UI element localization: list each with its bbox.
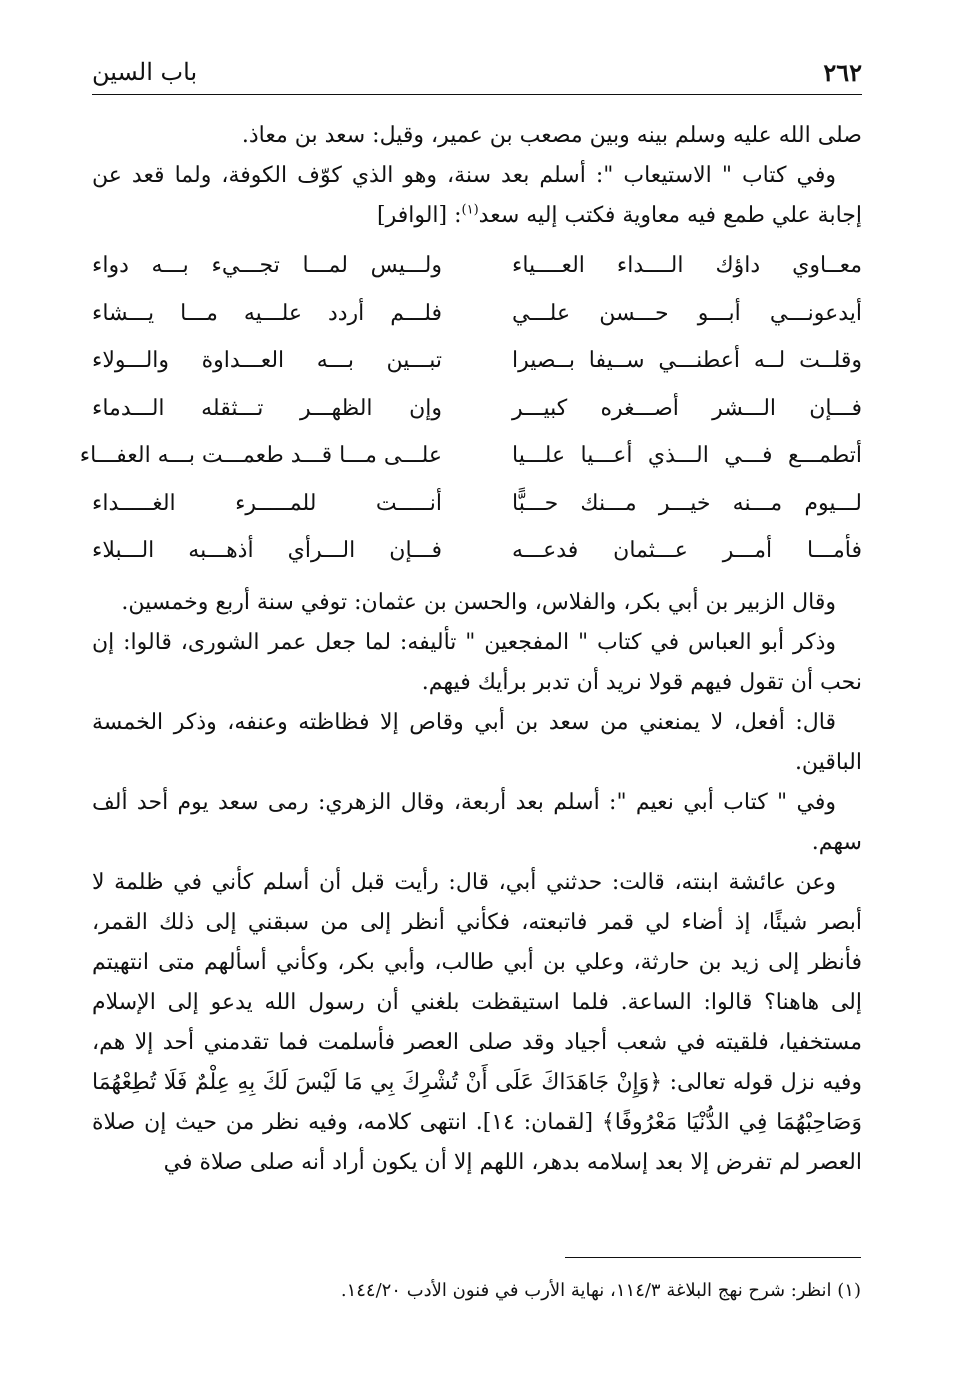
verse-first-hemistich: أتطمـــع فـــي الـــذي أعـــيا علـــيا bbox=[512, 443, 862, 468]
poem-verse bbox=[92, 242, 862, 290]
main-text bbox=[79, 116, 862, 1183]
page-header bbox=[92, 58, 862, 95]
poem-verse bbox=[79, 432, 862, 480]
verse-second-hemistich: وإن الظهـــر تـــثقله الـــدماء bbox=[92, 395, 442, 421]
poem-meter: : [الوافر] bbox=[377, 203, 462, 228]
page-number: ٢٦٢ bbox=[823, 58, 862, 87]
verse-second-hemistich: علـــى مـــا قـــد طعمـــت بـــه العفـــاء bbox=[79, 443, 442, 468]
paragraph-2-text: وفي كتاب " الاستيعاب ": أسلم بعد سنة، وهو الذي كوّف الكوفة، ولما قعد عن إجابة علي طمع فيه معاوية فكتب إليه سعد bbox=[92, 163, 862, 228]
footnote-divider bbox=[565, 1257, 861, 1258]
poem-verse bbox=[92, 480, 862, 528]
footnote: (١) انظر: شرح نهج البلاغة ١١٤/٣، نهاية الأرب في فنون الأدب ١٤٤/٢٠. bbox=[340, 1280, 861, 1301]
running-title: باب السين bbox=[92, 58, 198, 86]
verse-first-hemistich: أيدعونـــي أبـــو حـــسن علـــي bbox=[512, 300, 862, 326]
quran-verse: ﴿وَإِنْ جَاهَدَاكَ عَلَى أَنْ تُشْرِكَ بِي مَا لَيْسَ لَكَ بِهِ عِلْمٌ فَلَا تُطِعْهُمَا وَصَاحِبْهُمَا فِي الدُّنْيَا مَعْرُوفًا﴾ bbox=[92, 1069, 862, 1135]
verse-first-hemistich: معــاوي داؤك الــــداء العــــياء bbox=[512, 253, 862, 278]
paragraph-7-text: وعن عائشة ابنته، قالت: حدثني أبي، قال: رأيت قبل أن أسلم كأني في ظلمة لا أبصر شيئًا، إذ أضاء لي قمر فاتبعته، فكأني أنظر إلى من سبقني إلى ذلك القمر، فأنظر إلى زيد بن حارثة، وعلي بن أبي طالب، وأبي بكر، وكأني أسألهم متى انتهيتم إلى هاهنا؟ قالوا: الساعة. فلما استيقظت بلغني أن رسول الله يدعو إلى الإسلام مستخفيا، فلقيته في شعب أجياد وقد صلى العصر فأسلمت فما تقدمني أحد إلا هم، وفيه نزل قوله تعالى: bbox=[92, 869, 862, 1095]
paragraph-7 bbox=[92, 863, 862, 1183]
poem-verse bbox=[92, 337, 862, 385]
verse-first-hemistich: فأمـــا أمـــر عـــثمان فدعـــه bbox=[512, 538, 862, 563]
paragraph-3: وقال الزبير بن أبي بكر، والفلاس، والحسن بن عثمان: توفي سنة أربع وخمسين. bbox=[121, 589, 836, 615]
paragraph-4: وذكر أبو العباس في كتاب " المفجعين " تأليفه: لما جعل عمر الشورى، قالوا: إن نحب أن تقول فيهم قولا نريد أن تدبر برأيك فيهم. bbox=[92, 629, 862, 695]
poem-verse bbox=[92, 385, 862, 433]
verse-second-hemistich: تبـــين بـــه العـــداوة والـــولاء bbox=[92, 348, 442, 373]
paragraph-7-continuation: [لقمان: ١٤]. انتهى كلامه، وفيه نظر من حيث إن صلاة العصر لم تفرض إلا بعد إسلامه بدهر، اللهم إلا أن يكون أراد أنه صلى صلاة في bbox=[92, 1109, 862, 1175]
verse-second-hemistich: فـــإن الـــرأي أذهـــبه الـــبلاء bbox=[92, 538, 442, 563]
verse-first-hemistich: لـــيوم مـــنه خيـــر مـــنك حـــبًّا bbox=[512, 490, 862, 516]
verse-first-hemistich: وقلــت لــه أعطنـــي ســيفا بــصيرا bbox=[512, 348, 862, 373]
verse-second-hemistich: أنـــــت للمـــــرء الغـــــداء bbox=[92, 490, 442, 516]
verse-first-hemistich: فـــإن الـــشر أصـــغره كبيـــر bbox=[512, 395, 862, 421]
poem-verse bbox=[92, 527, 862, 575]
paragraph-2 bbox=[92, 156, 862, 236]
verse-second-hemistich: ولـــيس لمـــا تجـــيء بـــه دواء bbox=[92, 253, 442, 278]
footnote-reference: (١) bbox=[461, 202, 479, 218]
poem bbox=[79, 242, 862, 575]
paragraph-6: وفي " كتاب أبي نعيم ": أسلم بعد أربعة، وقال الزهري: رمى سعد يوم أحد ألف سهم. bbox=[92, 789, 862, 855]
verse-second-hemistich: فلـــم أردد علـــيه مـــا يـــشاء bbox=[92, 300, 442, 326]
paragraph-1: صلى الله عليه وسلم بينه وبين مصعب بن عمير، وقيل: سعد بن معاذ. bbox=[241, 123, 862, 148]
poem-verse bbox=[92, 290, 862, 338]
paragraph-5: قال: أفعل، لا يمنعني من سعد بن أبي وقاص إلا فظاظته وعنفه، وذكر الخمسة الباقين. bbox=[92, 709, 862, 775]
